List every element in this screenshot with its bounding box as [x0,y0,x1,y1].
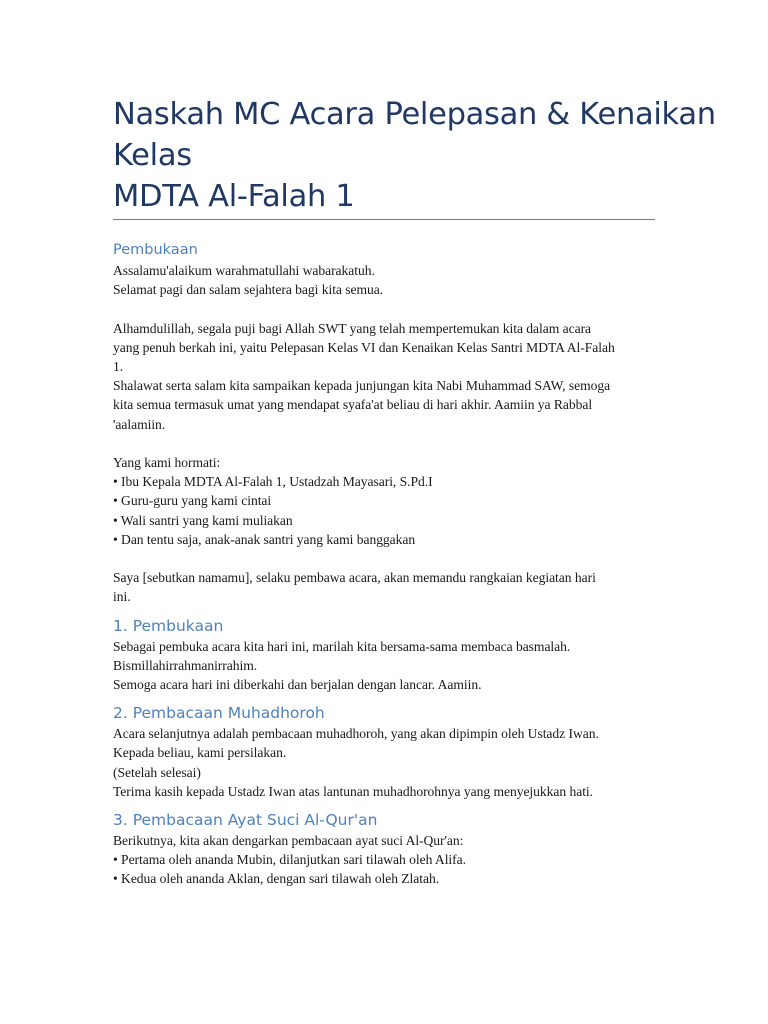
document-title [113,94,716,217]
paragraph-line: (Setelah selesai) [113,764,201,780]
paragraph-line: kita semua termasuk umat yang mendapat syafa'at beliau di hari akhir. Aamiin ya Rabbal [113,397,593,413]
paragraph-line: Terima kasih kepada Ustadz Iwan atas lantunan muhadhorohnya yang menyejukkan hati. [113,783,594,799]
title-divider [113,219,655,220]
document-body [113,240,658,889]
paragraph-line: Alhamdulillah, segala puji bagi Allah SWT yang telah mempertemukan kita dalam acara [113,320,592,336]
section-heading: 3. Pembacaan Ayat Suci Al-Qur'an [113,811,378,830]
paragraph-line: Kepada beliau, kami persilakan. [113,745,287,761]
paragraph-line: Selamat pagi dan salam sejahtera bagi kita semua. [113,282,384,298]
bullet-item: • Ibu Kepala MDTA Al-Falah 1, Ustadzah Mayasari, S.Pd.I [113,474,433,490]
paragraph-line: Acara selanjutnya adalah pembacaan muhadhoroh, yang akan dipimpin oleh Ustadz Iwan. [113,726,599,742]
paragraph-line: ini. [113,589,131,605]
title-line: MDTA Al-Falah 1 [113,179,355,214]
bullet-item: • Pertama oleh ananda Mubin, dilanjutkan sari tilawah oleh Alifa. [113,852,466,868]
title-line: Kelas [113,138,192,173]
bullet-item: • Wali santri yang kami muliakan [113,512,293,528]
bullet-item: • Kedua oleh ananda Aklan, dengan sari tilawah oleh Zlatah. [113,871,440,887]
paragraph-line: Assalamu'alaikum warahmatullahi wabarakatuh. [113,263,375,278]
paragraph-line: Saya [sebutkan namamu], selaku pembawa acara, akan memandu rangkaian kegiatan hari [113,570,596,586]
paragraph-line: Bismillahirrahmanirrahim. [113,657,258,673]
paragraph-line: yang penuh berkah ini, yaitu Pelepasan Kelas VI dan Kenaikan Kelas Santri MDTA Al-Falah [113,339,615,355]
paragraph-line: Yang kami hormati: [113,455,221,470]
paragraph-line: 1. [113,359,124,374]
title-line: Naskah MC Acara Pelepasan & Kenaikan [113,97,716,132]
section-heading: 2. Pembacaan Muhadhoroh [113,704,325,723]
bullet-item: • Dan tentu saja, anak-anak santri yang kami banggakan [113,531,416,547]
paragraph-line: 'aalamiin. [113,416,166,432]
section-heading: 1. Pembukaan [113,616,224,635]
paragraph-line: Shalawat serta salam kita sampaikan kepada junjungan kita Nabi Muhammad SAW, semoga [113,378,611,394]
paragraph-line: Sebagai pembuka acara kita hari ini, marilah kita bersama-sama membaca basmalah. [113,638,571,654]
section-heading: Pembukaan [113,242,198,258]
bullet-item: • Guru-guru yang kami cintai [113,493,272,509]
paragraph-line: Berikutnya, kita akan dengarkan pembacaan ayat suci Al-Qur'an: [113,833,464,849]
paragraph-line: Semoga acara hari ini diberkahi dan berjalan dengan lancar. Aamiin. [113,677,482,693]
